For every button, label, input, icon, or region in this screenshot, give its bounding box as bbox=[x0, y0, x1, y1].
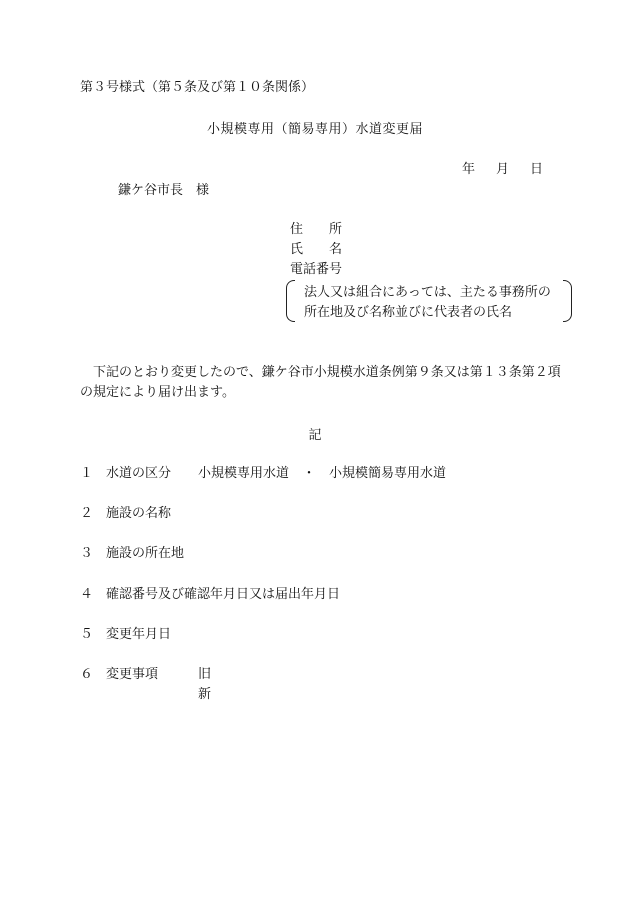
item-number: ５ bbox=[80, 627, 94, 642]
document-title: 小規模専用（簡易専用）水道変更届 bbox=[206, 122, 423, 137]
item-change-date bbox=[80, 627, 171, 643]
form-number: 第３号様式（第５条及び第１０条関係） bbox=[80, 80, 315, 95]
item-change-details bbox=[80, 667, 212, 702]
applicant-block bbox=[290, 222, 342, 282]
option-small-simple-dedicated: 小規模簡易専用水道 bbox=[329, 466, 447, 481]
body-line-1: 下記のとおり変更したので、鎌ケ谷市小規模水道条例第９条又は第１３条第２項 bbox=[93, 365, 561, 380]
item-label: 施設の名称 bbox=[106, 506, 172, 521]
corporation-note-line-2: 所在地及び名称並びに代表者の氏名 bbox=[304, 305, 513, 320]
date-month-label: 月 bbox=[496, 162, 510, 177]
item-number: ２ bbox=[80, 506, 94, 521]
item-number: １ bbox=[80, 466, 94, 481]
item-facility-location bbox=[80, 546, 184, 562]
item-water-category bbox=[80, 466, 446, 482]
date-line bbox=[462, 162, 543, 178]
corporation-note-line-1: 法人又は組合にあっては、主たる事務所の bbox=[304, 285, 551, 300]
body-line-2: の規定により届け出ます。 bbox=[80, 385, 235, 400]
body-paragraph bbox=[80, 363, 580, 403]
date-day-label: 日 bbox=[530, 162, 544, 177]
ki-heading: 記 bbox=[308, 428, 322, 443]
address-label: 住 所 bbox=[290, 222, 343, 237]
addressee: 鎌ケ谷市長 様 bbox=[118, 183, 210, 198]
corporation-note bbox=[286, 280, 572, 322]
item-label: 変更事項 bbox=[106, 667, 159, 682]
new-label: 新 bbox=[198, 687, 212, 702]
item-number: ６ bbox=[80, 667, 94, 682]
right-bracket bbox=[563, 280, 572, 322]
item-label: 確認番号及び確認年月日又は届出年月日 bbox=[106, 587, 341, 602]
date-year-label: 年 bbox=[462, 162, 476, 177]
item-label: 施設の所在地 bbox=[106, 546, 185, 561]
old-label: 旧 bbox=[198, 667, 212, 682]
phone-label: 電話番号 bbox=[290, 262, 343, 277]
item-label: 水道の区分 bbox=[106, 466, 172, 481]
name-label: 氏 名 bbox=[290, 242, 343, 257]
left-bracket bbox=[286, 280, 295, 322]
item-number: ３ bbox=[80, 546, 94, 561]
item-confirmation-number bbox=[80, 587, 340, 603]
item-number: ４ bbox=[80, 587, 94, 602]
item-label: 変更年月日 bbox=[106, 627, 172, 642]
option-separator: ・ bbox=[302, 466, 316, 481]
item-facility-name bbox=[80, 506, 171, 522]
option-small-dedicated: 小規模専用水道 bbox=[198, 466, 290, 481]
